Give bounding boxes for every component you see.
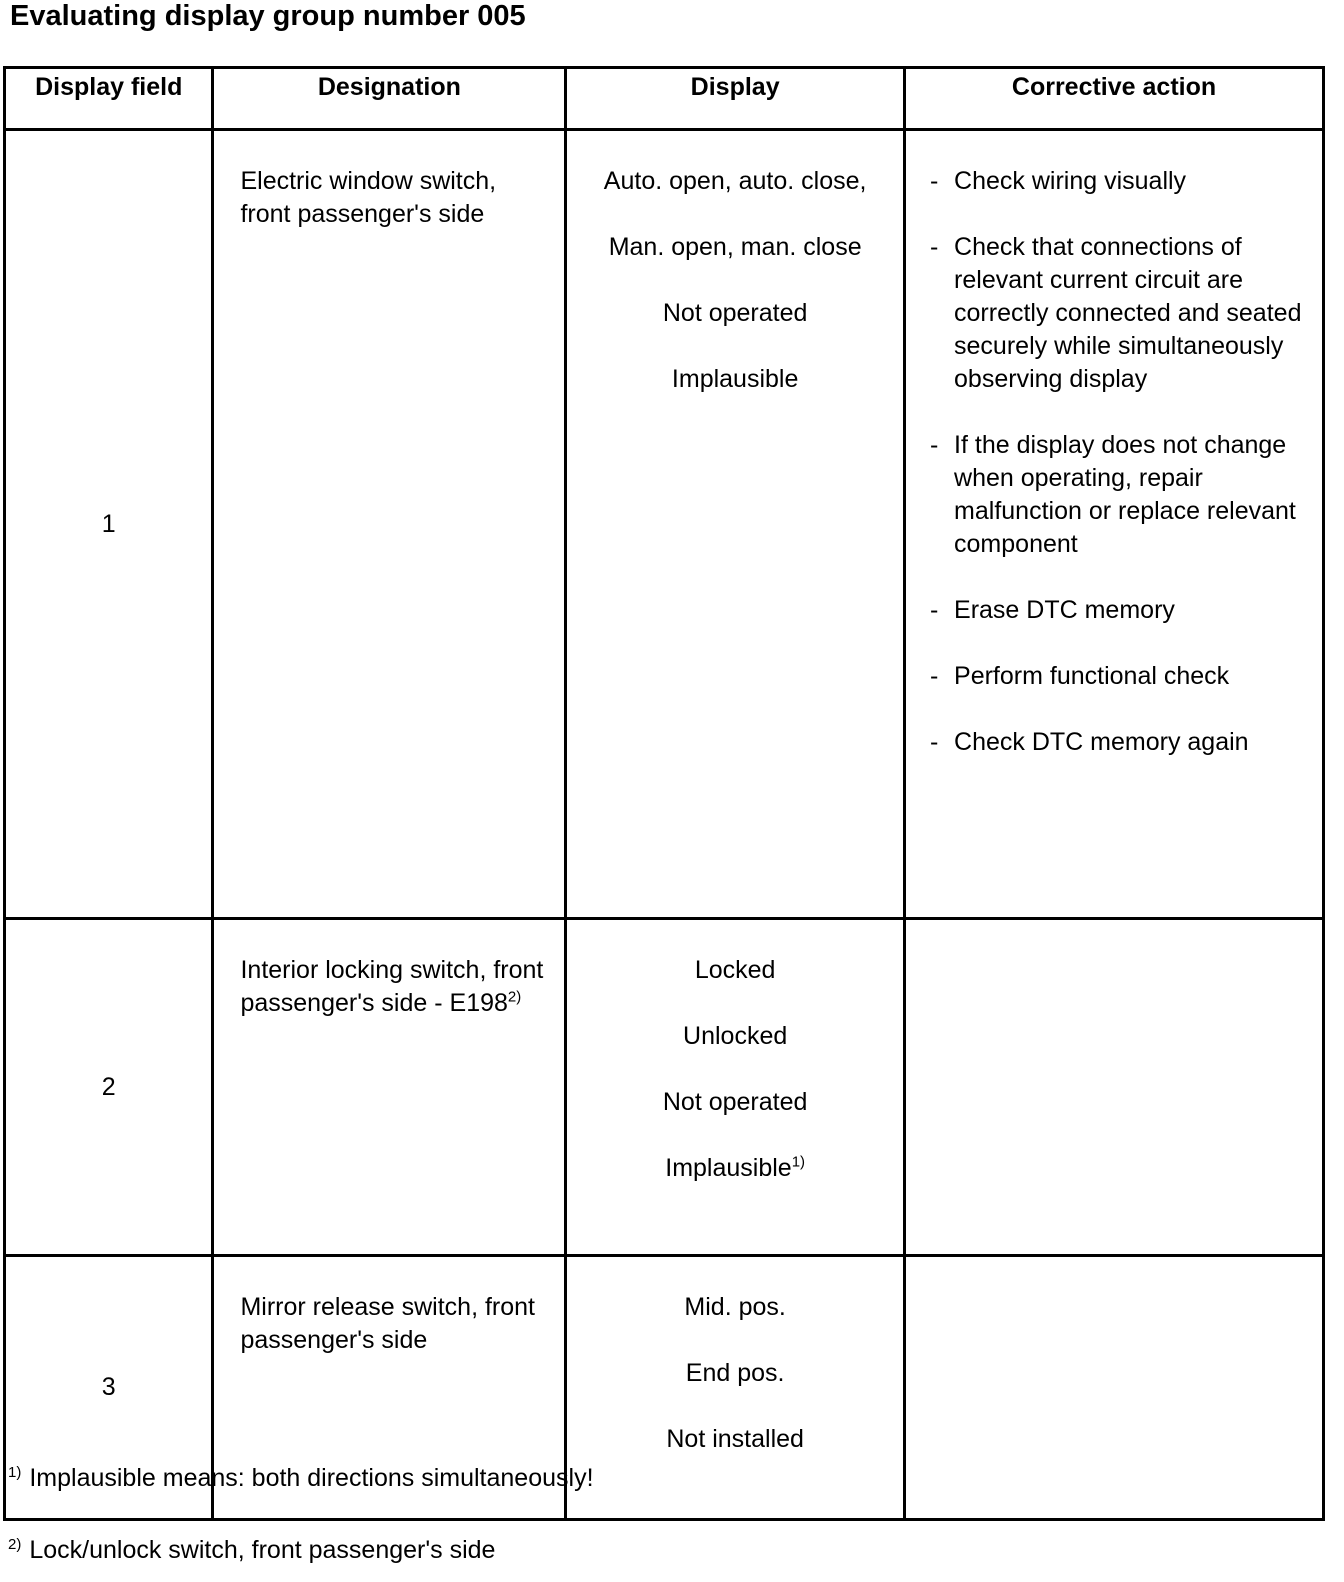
display-field-cell: 2 bbox=[5, 919, 213, 1256]
display-cell bbox=[566, 1256, 905, 1520]
page-title: Evaluating display group number 005 bbox=[10, 0, 526, 32]
designation-text: Mirror release switch, front passenger's side bbox=[240, 1293, 535, 1354]
action-text: Perform functional check bbox=[954, 662, 1230, 690]
display-field-cell: 3 bbox=[5, 1256, 213, 1520]
display-value: Implausible bbox=[671, 365, 799, 393]
display-value-with-ref bbox=[567, 1152, 903, 1185]
display-cell bbox=[566, 130, 905, 919]
action-item bbox=[930, 594, 1312, 627]
corrective-action-cell bbox=[905, 130, 1324, 919]
bullet-dash: - bbox=[930, 233, 939, 261]
display-value: End pos. bbox=[685, 1359, 785, 1387]
display-value: Locked bbox=[694, 956, 776, 984]
bullet-dash: - bbox=[930, 662, 939, 690]
footnote-mark: 2) bbox=[8, 1535, 22, 1553]
table-header-row bbox=[5, 68, 1324, 130]
bullet-dash: - bbox=[930, 431, 939, 459]
display-value: Auto. open, auto. close, bbox=[603, 167, 867, 195]
footnote-text: Implausible means: both directions simultaneously! bbox=[29, 1464, 594, 1492]
corrective-action-cell bbox=[905, 1256, 1324, 1520]
header-corrective-action: Corrective action bbox=[905, 68, 1324, 130]
header-display: Display bbox=[566, 68, 905, 130]
designation-text: Interior locking switch, front passenger's side - E198 bbox=[240, 956, 544, 1017]
action-text: If the display does not change when operating, repair malfunction or replace relevant component bbox=[954, 431, 1296, 558]
display-value: Unlocked bbox=[683, 1022, 788, 1050]
display-value: Not operated bbox=[662, 1088, 808, 1116]
corrective-action-cell bbox=[905, 919, 1324, 1256]
footnote-text: Lock/unlock switch, front passenger's side bbox=[29, 1536, 496, 1564]
designation-cell bbox=[213, 130, 566, 919]
display-value: Mid. pos. bbox=[684, 1293, 786, 1321]
display-group-table bbox=[3, 66, 1325, 1521]
action-text: Check that connections of relevant current circuit are correctly connected and seated securely while simultaneously observing display bbox=[954, 233, 1302, 393]
footnote-ref: 2) bbox=[507, 988, 522, 1006]
action-text: Erase DTC memory bbox=[954, 596, 1175, 624]
display-field-cell: 1 bbox=[5, 130, 213, 919]
display-value: Implausible bbox=[665, 1154, 792, 1182]
table-row bbox=[5, 919, 1324, 1256]
designation-text: Electric window switch, front passenger's side bbox=[240, 167, 497, 228]
action-text: Check wiring visually bbox=[954, 167, 1187, 195]
footnote-ref: 1) bbox=[791, 1153, 806, 1171]
display-value: Not installed bbox=[666, 1425, 804, 1453]
display-value: Not operated bbox=[662, 299, 808, 327]
bullet-dash: - bbox=[930, 728, 939, 756]
action-item bbox=[930, 231, 1312, 396]
bullet-dash: - bbox=[930, 167, 939, 195]
header-designation: Designation bbox=[213, 68, 566, 130]
action-item bbox=[930, 165, 1312, 198]
display-cell bbox=[566, 919, 905, 1256]
designation-cell bbox=[213, 919, 566, 1256]
footnote bbox=[8, 1462, 594, 1495]
bullet-dash: - bbox=[930, 596, 939, 624]
action-text: Check DTC memory again bbox=[954, 728, 1249, 756]
display-value: Man. open, man. close bbox=[608, 233, 862, 261]
table-row bbox=[5, 130, 1324, 919]
action-item bbox=[930, 726, 1312, 759]
footnote bbox=[8, 1534, 495, 1567]
action-item bbox=[930, 429, 1312, 561]
header-display-field: Display field bbox=[5, 68, 213, 130]
footnote-mark: 1) bbox=[8, 1463, 22, 1481]
action-item bbox=[930, 660, 1312, 693]
